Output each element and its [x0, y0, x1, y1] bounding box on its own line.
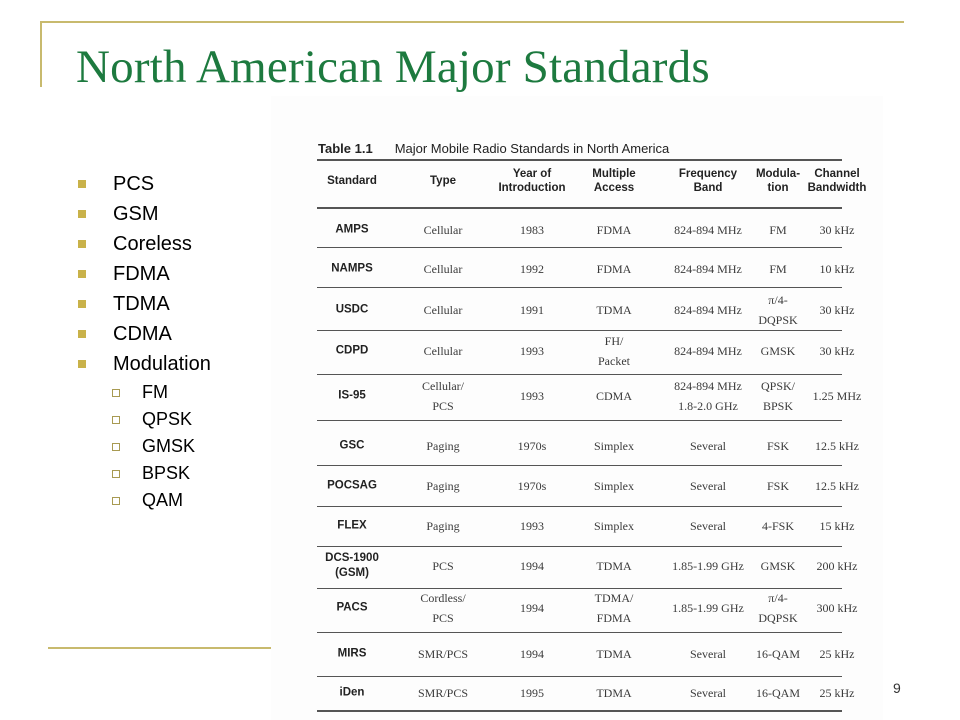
slide-title: North American Major Standards — [76, 41, 710, 93]
bullet-label: FDMA — [113, 262, 170, 285]
table-cell: 1994 — [520, 559, 544, 573]
table-cell: 25 kHz — [819, 686, 855, 700]
square-bullet-icon — [78, 360, 86, 368]
table-cell: 1983 — [520, 223, 544, 237]
table-standard-cell: iDen — [339, 686, 365, 699]
bullet-item — [78, 349, 211, 379]
table-cell: FSK — [766, 439, 789, 453]
table-cell: 1.25 MHz — [812, 389, 862, 403]
table-cell: 1993 — [520, 344, 544, 358]
table-cell: SMR/PCS — [417, 686, 469, 700]
table-cell: Cellular — [423, 262, 463, 276]
table-cell: Several — [690, 479, 726, 493]
square-bullet-icon — [78, 270, 86, 278]
table-header-cell: Year of Introduction — [498, 168, 566, 194]
hollow-square-bullet-icon — [112, 470, 120, 478]
table-cell: π/4- DQPSK — [758, 591, 798, 625]
table-rule — [317, 546, 842, 547]
table-header-cell: Frequency Band — [678, 168, 738, 194]
hollow-square-bullet-icon — [112, 497, 120, 505]
standards-table-image — [271, 96, 883, 720]
table-cell: 824-894 MHz — [674, 223, 742, 237]
table-rule — [317, 374, 842, 375]
table-cell: 16-QAM — [756, 686, 800, 700]
square-bullet-icon — [78, 300, 86, 308]
table-cell: 10 kHz — [819, 262, 855, 276]
table-standard-cell: PACS — [336, 601, 368, 614]
table-header-cell: Modula- tion — [755, 168, 801, 194]
table-cell: 824-894 MHz — [674, 262, 742, 276]
table-cell: CDMA — [595, 389, 632, 403]
table-cell: 16-QAM — [756, 647, 800, 661]
table-standard-cell: FLEX — [337, 519, 367, 532]
bullet-label: QPSK — [142, 409, 193, 429]
table-cell: Cellular — [423, 223, 463, 237]
table-cell: 1993 — [520, 389, 544, 403]
table-cell: Several — [690, 686, 726, 700]
table-standard-cell: POCSAG — [327, 479, 377, 492]
bullet-list — [78, 169, 211, 514]
table-cell: TDMA — [596, 647, 632, 661]
table-cell: 824-894 MHz — [674, 303, 742, 317]
hollow-square-bullet-icon — [112, 389, 120, 397]
table-cell: 1970s — [517, 439, 547, 453]
bullet-item — [78, 169, 211, 199]
table-cell: 1993 — [520, 519, 544, 533]
sub-bullet-item — [78, 406, 211, 433]
table-cell: 1991 — [520, 303, 544, 317]
table-standard-cell: CDPD — [335, 344, 369, 357]
table-cell: 4-FSK — [761, 519, 794, 533]
table-cell: TDMA — [596, 686, 632, 700]
bullet-item — [78, 289, 211, 319]
bullet-label: BPSK — [142, 463, 191, 483]
table-cell: 1.85-1.99 GHz — [672, 559, 744, 573]
bullet-label: QAM — [142, 490, 184, 510]
table-cell: Paging — [426, 439, 460, 453]
table-cell: 300 kHz — [816, 601, 858, 615]
table-cell: TDMA/ FDMA — [594, 591, 634, 625]
bullet-label: Modulation — [113, 352, 211, 375]
table-cell: QPSK/ BPSK — [760, 379, 795, 413]
table-rule — [317, 159, 842, 161]
table-cell: Cellular — [423, 303, 463, 317]
table-cell: GMSK — [760, 344, 796, 358]
page-number: 9 — [893, 680, 901, 696]
square-bullet-icon — [78, 240, 86, 248]
table-standard-cell: GSC — [339, 439, 365, 452]
table-rule — [317, 207, 842, 209]
table-caption-text: Major Mobile Radio Standards in North America — [394, 141, 670, 156]
table-cell: π/4- DQPSK — [758, 293, 798, 327]
table-caption-number: Table 1.1 — [318, 141, 373, 156]
table-rule — [317, 506, 842, 507]
table-cell: Cordless/ PCS — [420, 591, 466, 625]
table-cell: TDMA — [596, 559, 632, 573]
sub-bullet-item — [78, 433, 211, 460]
table-cell: 30 kHz — [819, 303, 855, 317]
bullet-label: FM — [142, 382, 168, 402]
table-cell: FDMA — [596, 262, 632, 276]
table-cell: 12.5 kHz — [815, 439, 859, 453]
table-header-cell: Channel Bandwidth — [807, 168, 867, 194]
bullet-label: TDMA — [113, 292, 170, 315]
table-standard-cell: NAMPS — [331, 262, 373, 275]
table-rule — [317, 632, 842, 633]
sub-bullet-item — [78, 379, 211, 406]
table-cell: 1994 — [520, 647, 544, 661]
bullet-label: CDMA — [113, 322, 172, 345]
table-cell: FDMA — [596, 223, 632, 237]
table-header-cell: Type — [430, 175, 456, 187]
table-cell: 30 kHz — [819, 344, 855, 358]
table-standard-cell: MIRS — [337, 647, 367, 660]
table-cell: FM — [769, 262, 787, 276]
frame-top-line — [40, 21, 904, 23]
sub-bullet-item — [78, 487, 211, 514]
table-cell: 1992 — [520, 262, 544, 276]
table-rule — [317, 247, 842, 248]
table-cell: Several — [690, 647, 726, 661]
table-cell: GMSK — [760, 559, 796, 573]
bullet-label: GMSK — [142, 436, 196, 456]
bullet-item — [78, 319, 211, 349]
table-cell: FSK — [766, 479, 789, 493]
table-cell: SMR/PCS — [417, 647, 469, 661]
table-cell: Simplex — [593, 519, 634, 533]
square-bullet-icon — [78, 330, 86, 338]
table-rule — [317, 287, 842, 288]
table-cell: 12.5 kHz — [815, 479, 859, 493]
frame-left-line — [40, 21, 42, 87]
table-cell: FH/ Packet — [598, 334, 630, 368]
table-cell: 824-894 MHz — [674, 344, 742, 358]
table-standard-cell: USDC — [335, 303, 369, 316]
table-cell: Paging — [426, 519, 460, 533]
table-cell: TDMA — [596, 303, 632, 317]
bullet-item — [78, 229, 211, 259]
hollow-square-bullet-icon — [112, 416, 120, 424]
bullet-item — [78, 199, 211, 229]
table-rule — [317, 420, 842, 421]
table-rule — [317, 710, 842, 712]
bullet-label: Coreless — [113, 232, 192, 255]
table-standard-cell: DCS-1900 (GSM) — [325, 552, 379, 579]
table-standard-cell: AMPS — [335, 223, 369, 236]
table-standard-cell: IS-95 — [338, 389, 366, 402]
table-cell: Cellular — [423, 344, 463, 358]
table-rule — [317, 465, 842, 466]
table-cell: 25 kHz — [819, 647, 855, 661]
table-header-cell: Multiple Access — [592, 168, 636, 194]
table-caption — [318, 141, 669, 156]
table-cell: 30 kHz — [819, 223, 855, 237]
table-cell: Simplex — [593, 439, 634, 453]
table-cell: 1.85-1.99 GHz — [672, 601, 744, 615]
table-cell: 1970s — [517, 479, 547, 493]
frame-bottom-line — [48, 647, 278, 649]
table-cell: 15 kHz — [819, 519, 855, 533]
table-cell: 1994 — [520, 601, 544, 615]
table-header-cell: Standard — [327, 175, 377, 187]
table-cell: 824-894 MHz 1.8-2.0 GHz — [674, 379, 742, 413]
sub-bullet-item — [78, 460, 211, 487]
table-rule — [317, 676, 842, 677]
table-cell: 200 kHz — [816, 559, 858, 573]
bullet-label: GSM — [113, 202, 159, 225]
table-cell: PCS — [432, 559, 454, 573]
table-cell: Cellular/ PCS — [422, 379, 464, 413]
square-bullet-icon — [78, 180, 86, 188]
table-cell: FM — [769, 223, 787, 237]
square-bullet-icon — [78, 210, 86, 218]
table-cell: Simplex — [593, 479, 634, 493]
table-cell: Several — [690, 519, 726, 533]
bullet-item — [78, 259, 211, 289]
hollow-square-bullet-icon — [112, 443, 120, 451]
bullet-label: PCS — [113, 172, 155, 195]
table-cell: 1995 — [520, 686, 544, 700]
table-cell: Several — [690, 439, 726, 453]
table-cell: Paging — [426, 479, 460, 493]
